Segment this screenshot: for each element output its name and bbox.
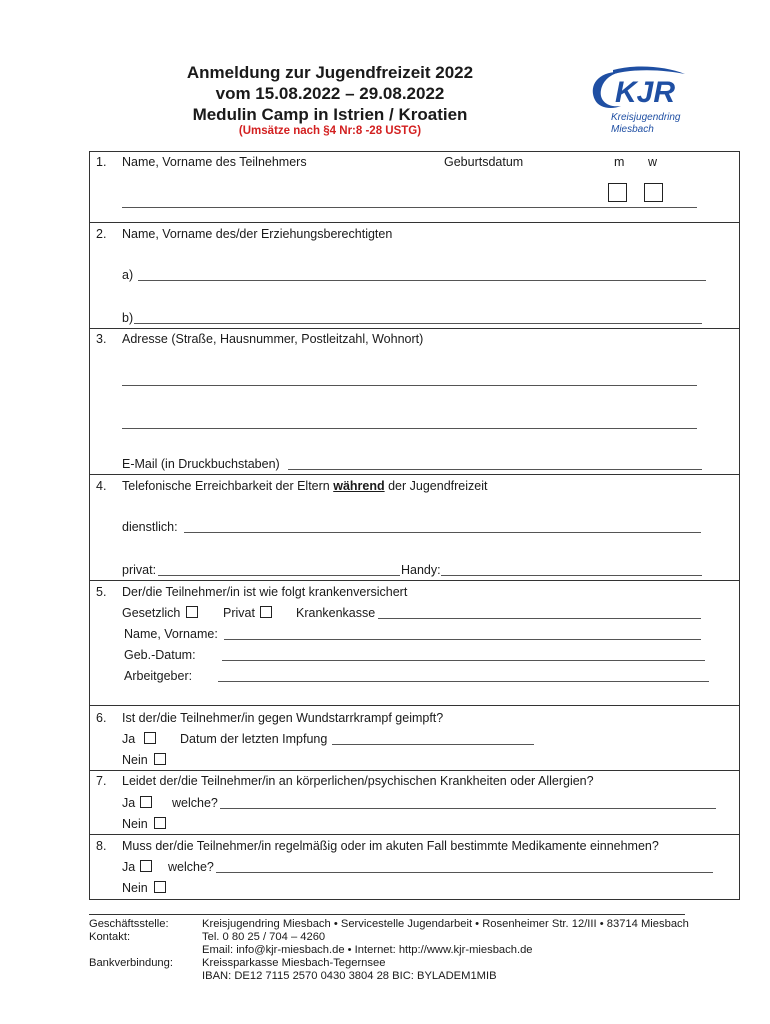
male-checkbox[interactable] [608,183,627,202]
employer-label: Arbeitgeber: [124,669,193,683]
birthdate-label: Geburtsdatum [444,155,524,169]
section-divider [89,705,740,706]
section-4-number: 4. [96,479,107,493]
medication-yes-label: Ja [122,860,136,874]
medication-which-label: welche? [168,860,214,874]
contact-email-web: Email: info@kjr-miesbach.de • Internet: http://www.kjr-miesbach.de [202,944,533,956]
employer-field[interactable] [218,681,709,682]
health-insurer-label: Krankenkasse [296,606,376,620]
participant-name-field[interactable] [122,207,697,208]
tetanus-no-label: Nein [122,753,148,767]
section-divider [89,474,740,475]
medication-yes-checkbox[interactable] [140,860,152,872]
footer-divider [89,914,685,915]
kjr-logo-mark [585,66,689,110]
section-6-number: 6. [96,711,107,725]
illness-no-label: Nein [122,817,148,831]
illness-yes-checkbox[interactable] [140,796,152,808]
medication-no-checkbox[interactable] [154,881,166,893]
parents-phone-label-start: Telefonische Erreichbarkeit der Eltern [122,479,334,493]
tetanus-label: Ist der/die Teilnehmer/in gegen Wundstarrkrampf geimpft? [122,711,444,725]
illness-label: Leidet der/die Teilnehmer/in an körperlichen/psychischen Krankheiten oder Allergien? [122,774,594,788]
address-label: Adresse (Straße, Hausnummer, Postleitzahl, Wohnort) [122,332,424,346]
last-vaccination-field[interactable] [332,744,534,745]
female-label: w [648,155,658,169]
section-3-number: 3. [96,332,107,346]
kjr-logo [583,64,693,134]
private-insurance-label: Privat [223,606,255,620]
kjr-logo-name-1: Kreisjugendring [611,112,681,123]
section-8-number: 8. [96,839,107,853]
statutory-insurance-label: Gesetzlich [122,606,181,620]
insured-birthdate-field[interactable] [222,660,705,661]
private-phone-label: privat: [122,563,157,577]
work-phone-label: dienstlich: [122,520,178,534]
address-field-2[interactable] [122,428,697,429]
male-label: m [614,155,625,169]
contact-phone: Tel. 0 80 25 / 704 – 4260 [202,931,326,943]
form-title-line-1: Anmeldung zur Jugendfreizeit 2022 [186,63,474,82]
insured-name-field[interactable] [224,639,701,640]
insurance-label: Der/die Teilnehmer/in ist wie folgt krankenversichert [122,585,408,599]
illness-which-label: welche? [172,796,218,810]
email-label: E-Mail (in Druckbuchstaben) [122,457,280,471]
section-1-number: 1. [96,155,107,169]
health-insurer-field[interactable] [378,618,701,619]
email-field[interactable] [288,469,702,470]
medication-which-field[interactable] [216,872,713,873]
tax-note: (Umsätze nach §4 Nr:8 -28 USTG) [238,125,422,137]
insured-birthdate-label: Geb.-Datum: [124,648,196,662]
guardian-label: Name, Vorname des/der Erziehungsberechtigten [122,227,393,241]
last-vaccination-label: Datum der letzten Impfung [180,732,328,746]
section-7-number: 7. [96,774,107,788]
office-label: Geschäftsstelle: [89,918,169,930]
bank-label: Bankverbindung: [89,957,173,969]
parents-phone-label [122,479,487,493]
insured-name-label: Name, Vorname: [124,627,218,641]
contact-label: Kontakt: [89,931,131,943]
female-checkbox[interactable] [644,183,663,202]
form-title-line-2: vom 15.08.2022 – 29.08.2022 [215,84,445,103]
mobile-phone-field[interactable] [441,575,702,576]
office-address: Kreisjugendring Miesbach • Servicestelle Jugendarbeit • Rosenheimer Str. 12/III • 83714 Miesbach [202,918,689,930]
medication-no-label: Nein [122,881,148,895]
work-phone-field[interactable] [184,532,701,533]
participant-name-label: Name, Vorname des Teilnehmers [122,155,307,169]
illness-which-field[interactable] [220,808,716,809]
section-divider [89,580,740,581]
bank-name: Kreissparkasse Miesbach-Tegernsee [202,957,386,969]
kjr-logo-letters: KJR [615,76,676,109]
section-divider [89,328,740,329]
bank-iban: IBAN: DE12 7115 2570 0430 3804 28 BIC: BYLADEM1MIB [202,970,497,982]
parents-phone-label-end: der Jugendfreizeit [384,479,488,493]
medication-label: Muss der/die Teilnehmer/in regelmäßig oder im akuten Fall bestimmte Medikamente einnehmen? [122,839,659,853]
section-divider [89,770,740,771]
kjr-logo-name-2: Miesbach [611,124,654,135]
guardian-b-label: b) [122,311,134,325]
illness-no-checkbox[interactable] [154,817,166,829]
guardian-a-label: a) [122,268,134,282]
form-title-line-3: Medulin Camp in Istrien / Kroatien [192,105,468,124]
parents-phone-label-emphasis: während [333,479,385,493]
illness-yes-label: Ja [122,796,136,810]
private-insurance-checkbox[interactable] [260,606,272,618]
tetanus-yes-checkbox[interactable] [144,732,156,744]
tetanus-yes-label: Ja [122,732,136,746]
statutory-insurance-checkbox[interactable] [186,606,198,618]
private-phone-field[interactable] [158,575,400,576]
mobile-phone-label: Handy: [401,563,441,577]
tetanus-no-checkbox[interactable] [154,753,166,765]
section-divider [89,222,740,223]
address-field-1[interactable] [122,385,697,386]
section-divider [89,834,740,835]
section-5-number: 5. [96,585,107,599]
section-2-number: 2. [96,227,107,241]
guardian-b-field[interactable] [134,323,702,324]
guardian-a-field[interactable] [138,280,706,281]
